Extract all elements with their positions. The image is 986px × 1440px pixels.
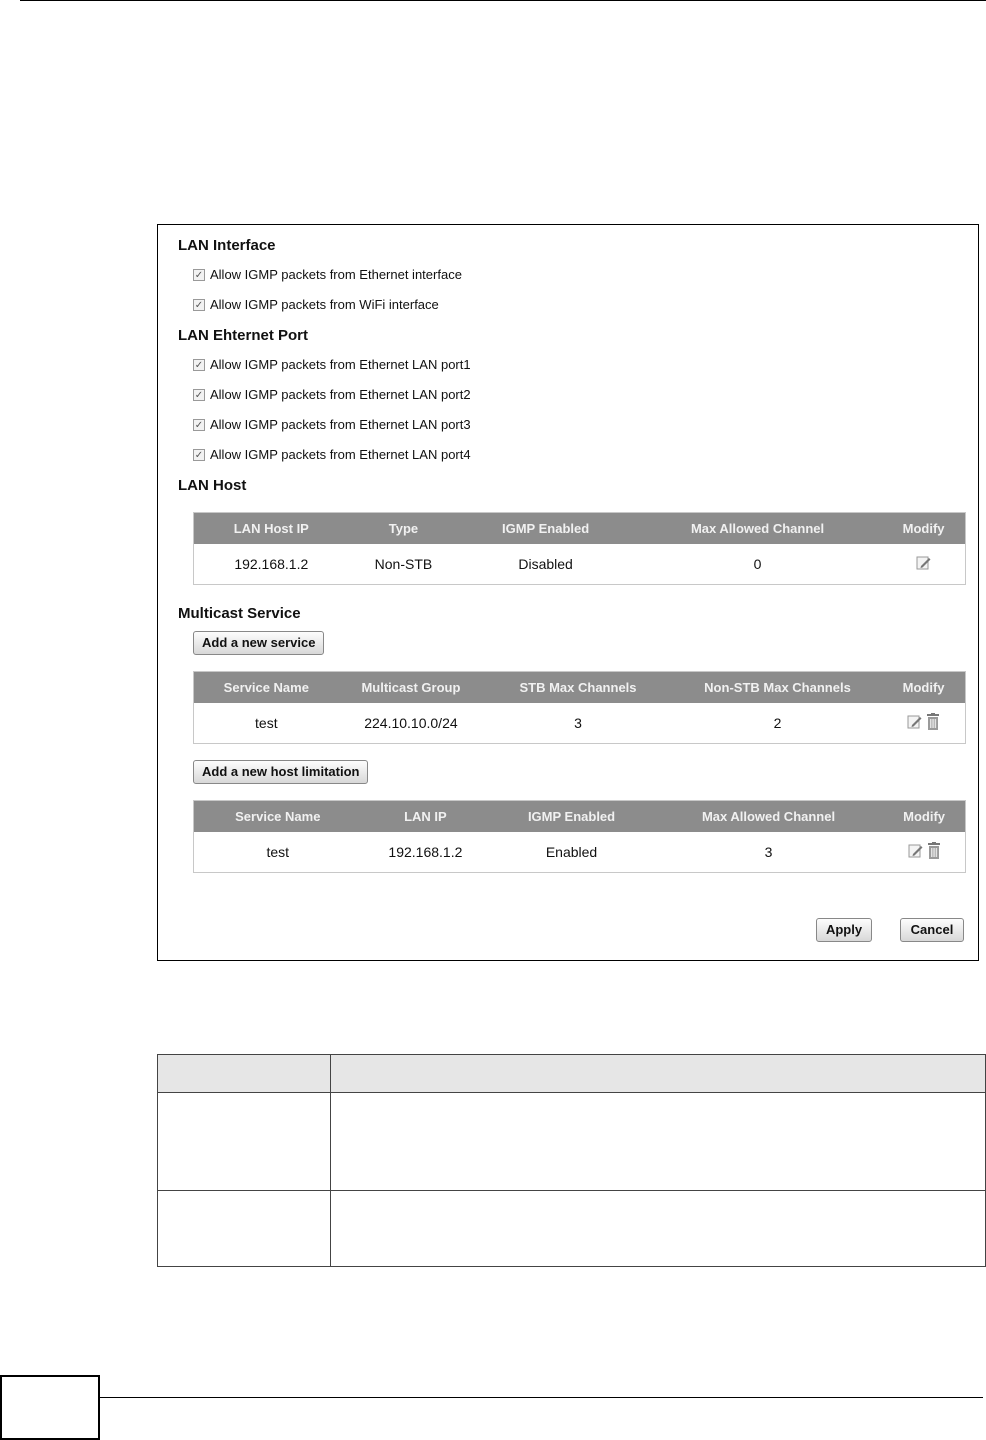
checkbox-checked-icon[interactable]: ✓ [194,269,204,281]
host-ip-cell: 192.168.1.2 [234,556,309,572]
add-service-button[interactable]: Add a new service [193,631,324,655]
table-row [194,832,965,872]
service-name-cell: test [255,715,278,731]
checkbox-label: Allow IGMP packets from Ethernet LAN port3 [210,417,471,432]
lan-ethernet-port-title: LAN Ehternet Port [178,327,309,344]
column-header: Non-STB Max Channels [704,680,851,695]
trash-icon[interactable] [927,842,941,863]
modify-cell [882,713,965,734]
modify-cell [882,555,965,574]
label-cell [158,1093,331,1191]
lan-interface-title: LAN Interface [178,237,276,254]
multicast-service-table [193,671,966,744]
column-header: Max Allowed Channel [701,809,836,824]
apply-button[interactable]: Apply [816,918,872,942]
table-header [194,801,965,832]
table-row [194,544,965,584]
igmp-cell: Disabled [518,556,573,572]
table-row [158,1191,986,1267]
max-channel-cell: 3 [764,844,773,860]
checkbox-label: Allow IGMP packets from Ethernet LAN port2 [210,387,471,402]
service-name-cell: test [266,844,290,860]
edit-icon[interactable] [908,843,924,862]
lan-ip-cell: 192.168.1.2 [388,844,463,860]
column-header: Modify [902,521,945,536]
igmp-settings-panel [157,224,979,961]
type-cell: Non-STB [374,556,433,572]
checkbox-checked-icon[interactable]: ✓ [194,299,204,311]
column-header: STB Max Channels [519,680,637,695]
max-channel-cell: 0 [753,556,762,572]
description-cell [331,1093,986,1191]
column-header: LAN IP [404,809,447,824]
checkbox-label: Allow IGMP packets from WiFi interface [210,297,439,312]
checkbox-label: Allow IGMP packets from Ethernet interface [210,267,462,282]
checkbox-checked-icon[interactable]: ✓ [194,389,204,401]
checkbox-checked-icon[interactable]: ✓ [194,419,204,431]
edit-icon[interactable] [907,714,923,733]
checkbox-lan-port4[interactable] [193,447,471,462]
column-header: Multicast Group [361,680,461,695]
column-header: IGMP Enabled [502,521,590,536]
column-header: Max Allowed Channel [690,521,825,536]
column-header: Modify [902,680,945,695]
column-header: Service Name [235,809,321,824]
table-header [194,672,965,703]
cancel-button[interactable]: Cancel [900,918,964,942]
table-row [158,1093,986,1191]
stb-max-cell: 3 [574,715,582,731]
lan-host-table [193,512,966,585]
lan-host-title: LAN Host [178,477,247,494]
label-cell [158,1191,331,1267]
footer-rule [100,1397,983,1398]
multicast-group-cell: 224.10.10.0/24 [364,715,458,731]
description-table [157,1054,986,1267]
column-header: Modify [903,809,946,824]
checkbox-checked-icon[interactable]: ✓ [194,449,204,461]
checkbox-label: Allow IGMP packets from Ethernet LAN port1 [210,357,471,372]
description-cell [331,1191,986,1267]
header-cell [158,1055,331,1093]
trash-icon[interactable] [926,713,940,734]
checkbox-wifi-interface[interactable] [193,297,439,312]
header-cell [331,1055,986,1093]
checkbox-lan-port2[interactable] [193,387,471,402]
edit-icon[interactable] [916,555,932,574]
table-header [158,1055,986,1093]
header-rule [20,0,986,1]
modify-cell [883,842,965,863]
multicast-service-title: Multicast Service [178,605,301,622]
checkbox-label: Allow IGMP packets from Ethernet LAN port4 [210,447,471,462]
table-row [194,703,965,743]
column-header: Type [388,521,419,536]
column-header: IGMP Enabled [527,809,616,824]
checkbox-lan-port1[interactable] [193,357,471,372]
checkbox-lan-port3[interactable] [193,417,471,432]
checkbox-checked-icon[interactable]: ✓ [194,359,204,371]
table-header [194,513,965,544]
page-number-box [0,1375,100,1440]
add-host-limitation-button[interactable]: Add a new host limitation [193,760,368,784]
checkbox-ethernet-interface[interactable] [193,267,462,282]
column-header: Service Name [223,680,309,695]
host-limitation-table [193,800,966,873]
igmp-cell: Enabled [545,844,598,860]
column-header: LAN Host IP [233,521,309,536]
nonstb-max-cell: 2 [773,715,782,731]
